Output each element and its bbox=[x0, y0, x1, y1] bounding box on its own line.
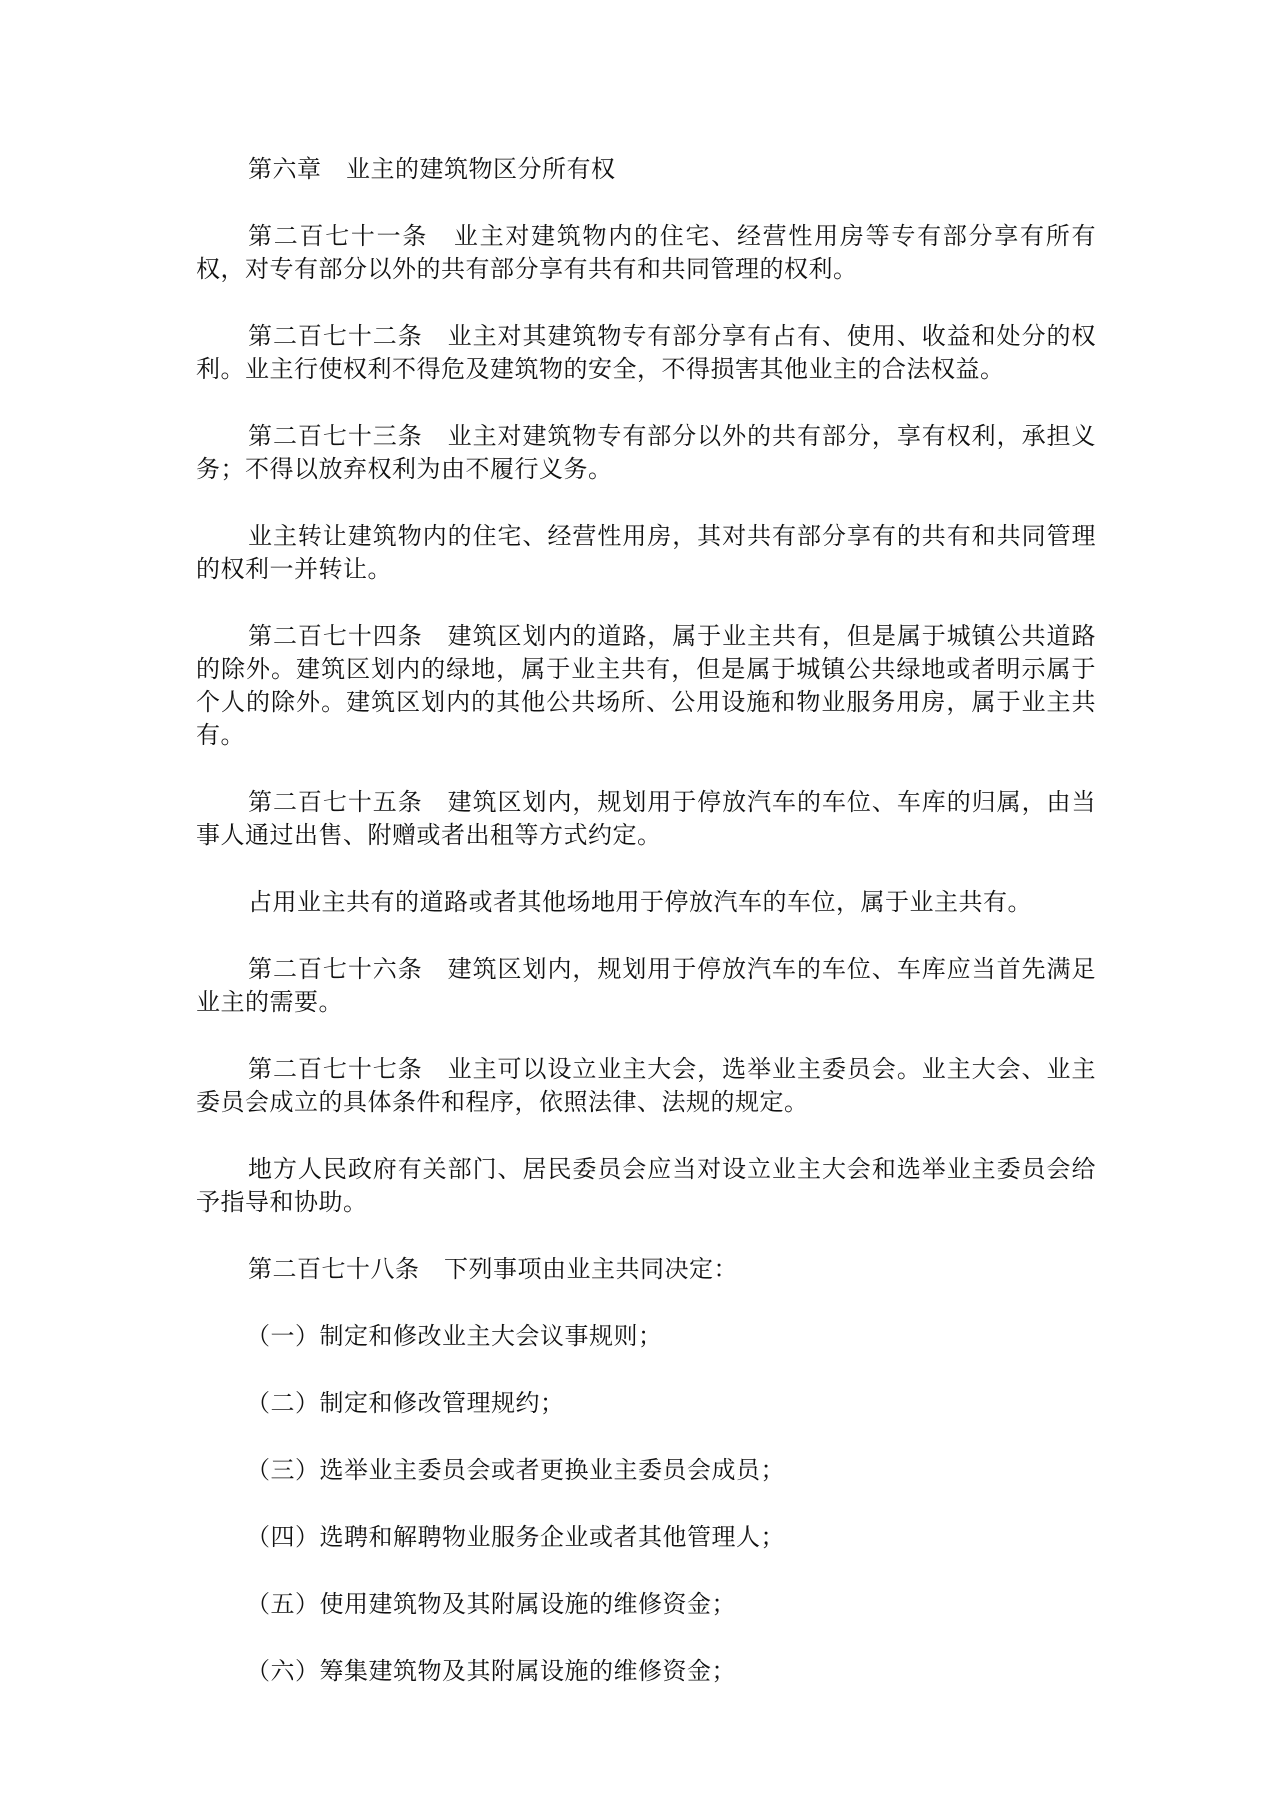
list-item: （六）筹集建筑物及其附属设施的维修资金； bbox=[246, 1657, 736, 1685]
article-273-paragraph-2: 业主转让建筑物内的住宅、经营性用房，其对共有部分享有的共有和共同管理的权利一并转让。 bbox=[196, 522, 1096, 583]
article-273: 第二百七十三条 业主对建筑物专有部分以外的共有部分，享有权利，承担义务；不得以放弃权利为由不履行义务。 bbox=[196, 422, 1096, 483]
list-item: （一）制定和修改业主大会议事规则； bbox=[246, 1322, 663, 1350]
list-item: （四）选聘和解聘物业服务企业或者其他管理人； bbox=[246, 1523, 785, 1551]
list-item: （三）选举业主委员会或者更换业主委员会成员； bbox=[246, 1456, 785, 1484]
article-277: 第二百七十七条 业主可以设立业主大会，选举业主委员会。业主大会、业主委员会成立的具体条件和程序，依照法律、法规的规定。 bbox=[196, 1055, 1096, 1116]
article-272: 第二百七十二条 业主对其建筑物专有部分享有占有、使用、收益和处分的权利。业主行使权利不得危及建筑物的安全，不得损害其他业主的合法权益。 bbox=[196, 322, 1096, 383]
article-275: 第二百七十五条 建筑区划内，规划用于停放汽车的车位、车库的归属，由当事人通过出售、附赠或者出租等方式约定。 bbox=[196, 788, 1096, 849]
article-271: 第二百七十一条 业主对建筑物内的住宅、经营性用房等专有部分享有所有权，对专有部分以外的共有部分享有共有和共同管理的权利。 bbox=[196, 222, 1096, 283]
document-body bbox=[196, 153, 1096, 1722]
list-item: （五）使用建筑物及其附属设施的维修资金； bbox=[246, 1590, 736, 1618]
article-276: 第二百七十六条 建筑区划内，规划用于停放汽车的车位、车库应当首先满足业主的需要。 bbox=[196, 955, 1096, 1016]
article-275-paragraph-2: 占用业主共有的道路或者其他场地用于停放汽车的车位，属于业主共有。 bbox=[248, 888, 1032, 916]
article-274: 第二百七十四条 建筑区划内的道路，属于业主共有，但是属于城镇公共道路的除外。建筑区划内的绿地，属于业主共有，但是属于城镇公共绿地或者明示属于个人的除外。建筑区划内的其他公共场所、公用设施和物业服务用房，属于业主共有。 bbox=[196, 622, 1096, 749]
article-278: 第二百七十八条 下列事项由业主共同决定： bbox=[248, 1255, 738, 1283]
list-item: （二）制定和修改管理规约； bbox=[246, 1389, 565, 1417]
chapter-title: 第六章 业主的建筑物区分所有权 bbox=[248, 155, 616, 183]
article-277-paragraph-2: 地方人民政府有关部门、居民委员会应当对设立业主大会和选举业主委员会给予指导和协助。 bbox=[196, 1155, 1096, 1216]
